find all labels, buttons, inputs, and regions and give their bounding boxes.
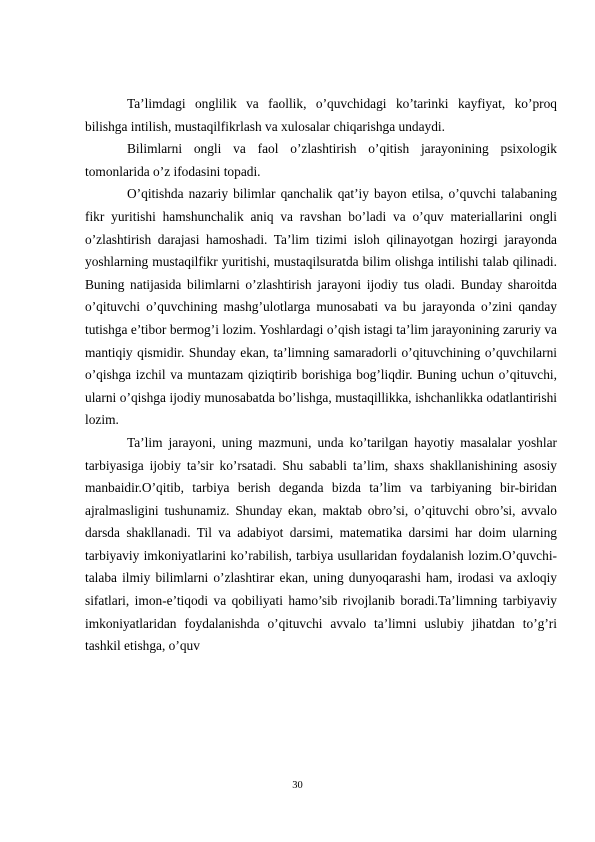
page-number: 30 [292,780,303,791]
paragraph-4: Ta’lim jarayoni, uning mazmuni, unda ko’tarilgan hayotiy masalalar yoshlar tarbiyasiga ijobiy ta’sir ko’rsatadi. Shu sababli ta’lim, shaxs shakllanishining asosiy manbaidir.O’qitib, tarbiya berish deganda bizda ta’lim va tarbiyaning bir-biridan ajralmasligini tushunamiz. Shunday ekan, maktab obro’si, o’qituvchi obro’si, avvalo darsda shakllanadi. Til va adabiyot darsimi, matematika darsimi har doim ularning tarbiyaviy imkoniyatlarini ko’rabilish, tarbiya usullaridan foydalanish lozim.O’quvchi-talaba ilmiy bilimlarni o’zlashtirar ekan, uning dunyoqarashi ham, irodasi va axloqiy sifatlari, imon-e’tiqodi va qobiliyati hamo’sib rivojlanib boradi.Ta’limning tarbiyaviy imkoniyatlaridan foydalanishda o’qituvchi avvalo ta’limni uslubiy jihatdan to’g’ri tashkil etishga, o’quv [85,434,557,654]
body-text [85,93,557,658]
paragraph-3: O’qitishda nazariy bilimlar qanchalik qat’iy bayon etilsa, o’quvchi talabaning fikr yuritishi hamshunchalik aniq va ravshan bo’ladi va o’quv materiallarini ongli o’zlashtirish darajasi hamoshadi. Ta’lim tizimi isloh qilinayotgan hozirgi jarayonda yoshlarning mustaqilfikr yuritishi, mustaqilsuratda bilim olishga intilishi talab qilinadi. Buning natijasida bilimlarni o’zlashtirish jarayoni ijodiy tus oladi. Bunday sharoitda o’qituvchi o’quvchining mashg’ulotlarga munosabati va bu jarayonda o’zini qanday tutishga e’tibor bermog’i lozim. Yoshlardagi o’qish istagi ta’lim jarayonining zaruriy va mantiqiy qismidir. Shunday ekan, ta’limning samaradorli o’qituvchining o’quvchilarni o’qishga izchil va muntazam qiziqtirib borishiga bog’liqdir. Buning uchun o’qituvchi, ularni o’qishga ijodiy munosabatda bo’lishga, mustaqillikka, ishchanlikka odatlantirishi lozim. [85,186,557,428]
paragraph-1: Ta’limdagi onglilik va faollik, o’quvchidagi ko’tarinki kayfiyat, ko’proq bilishga intilish, mustaqilfikrlash va xulosalar chiqarishga undaydi. [85,96,557,134]
paragraph-2: Bilimlarni ongli va faol o’zlashtirish o’qitish jarayonining psixologik tomonlarida o’z ifodasini topadi. [85,141,557,179]
